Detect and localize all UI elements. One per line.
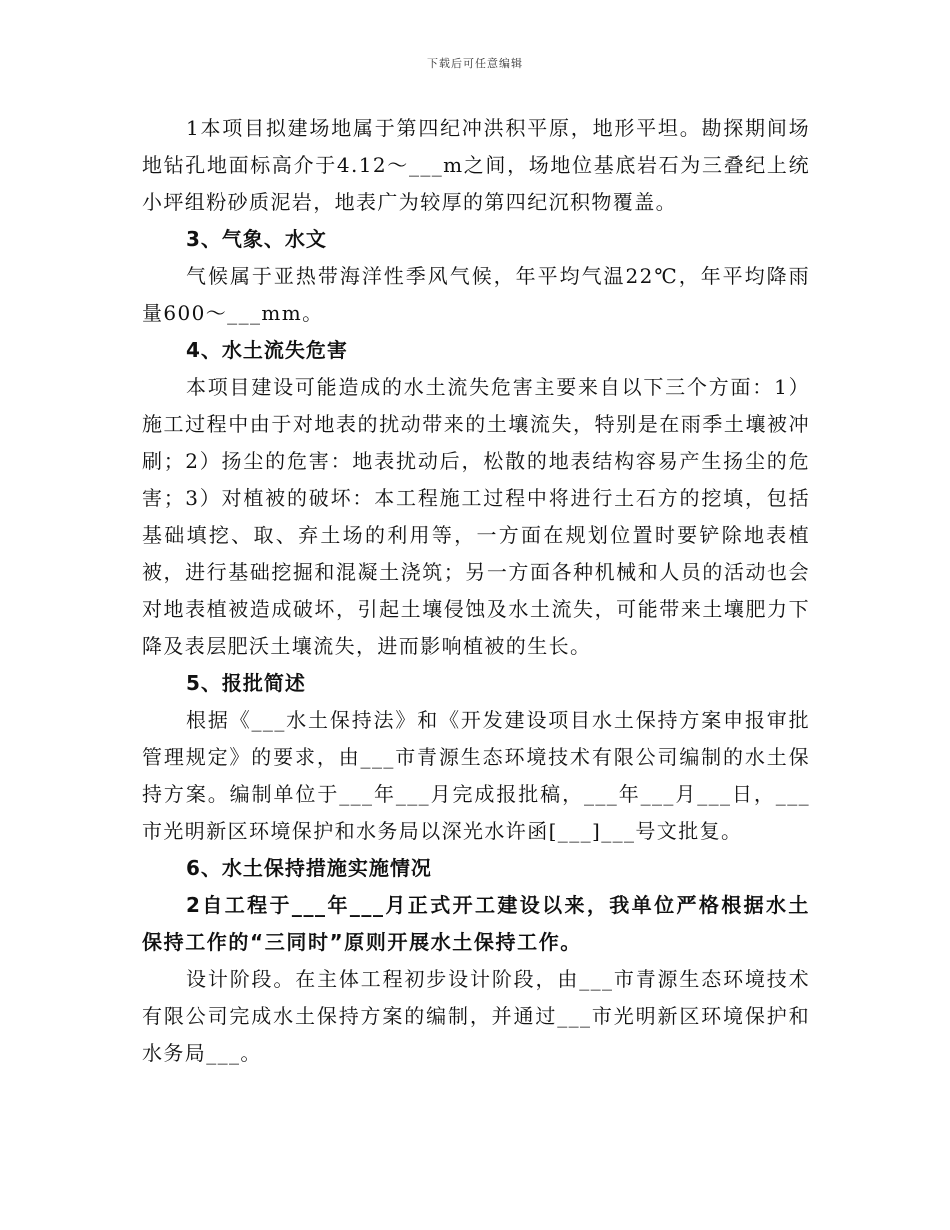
- paragraph-climate: 气候属于亚热带海洋性季风气候，年平均气温22℃，年平均降雨量600～___mm。: [142, 264, 810, 325]
- paragraph-construction-start: 2自工程于___年___月正式开工建设以来，我单位严格根据水土保持工作的“三同时”原则开展水土保持工作。: [142, 893, 810, 954]
- heading-climate-hydrology: 3、气象、水文: [186, 227, 327, 251]
- document-body: [142, 110, 810, 1072]
- paragraph-site-geology: 1本项目拟建场地属于第四纪冲洪积平原，地形平坦。勘探期间场地钻孔地面标高介于4.12～___m之间，场地位基底岩石为三叠纪上统小坪组粉砂质泥岩，地表广为较厚的第四纪沉积物覆盖。: [142, 116, 810, 214]
- paragraph-approval: 根据《___水土保持法》和《开发建设项目水土保持方案申报审批管理规定》的要求，由___市青源生态环境技术有限公司编制的水土保持方案。编制单位于___年___月完成报批稿，___年___月___日，___市光明新区环境保护和水务局以深光水许函[___]___号文批复。: [142, 708, 810, 843]
- paragraph-design-stage: 设计阶段。在主体工程初步设计阶段，由___市青源生态环境技术有限公司完成水土保持方案的编制，并通过___市光明新区环境保护和水务局___。: [142, 967, 810, 1065]
- heading-approval-summary: 5、报批简述: [186, 671, 306, 695]
- paragraph-erosion-hazards: 本项目建设可能造成的水土流失危害主要来自以下三个方面：1）施工过程中由于对地表的扰动带来的土壤流失，特别是在雨季土壤被冲刷；2）扬尘的危害：地表扰动后，松散的地表结构容易产生扬尘的危害；3）对植被的破坏：本工程施工过程中将进行土石方的挖填，包括基础填挖、取、弃土场的利用等，一方面在规划位置时要铲除地表植被，进行基础挖掘和混凝土浇筑；另一方面各种机械和人员的活动也会对地表植被造成破坏，引起土壤侵蚀及水土流失，可能带来土壤肥力下降及表层肥沃土壤流失，进而影响植被的生长。: [142, 375, 810, 658]
- page-header-note: 下载后可任意编辑: [427, 57, 523, 70]
- heading-erosion-hazards: 4、水土流失危害: [186, 338, 348, 362]
- heading-measures-implementation: 6、水土保持措施实施情况: [186, 856, 432, 880]
